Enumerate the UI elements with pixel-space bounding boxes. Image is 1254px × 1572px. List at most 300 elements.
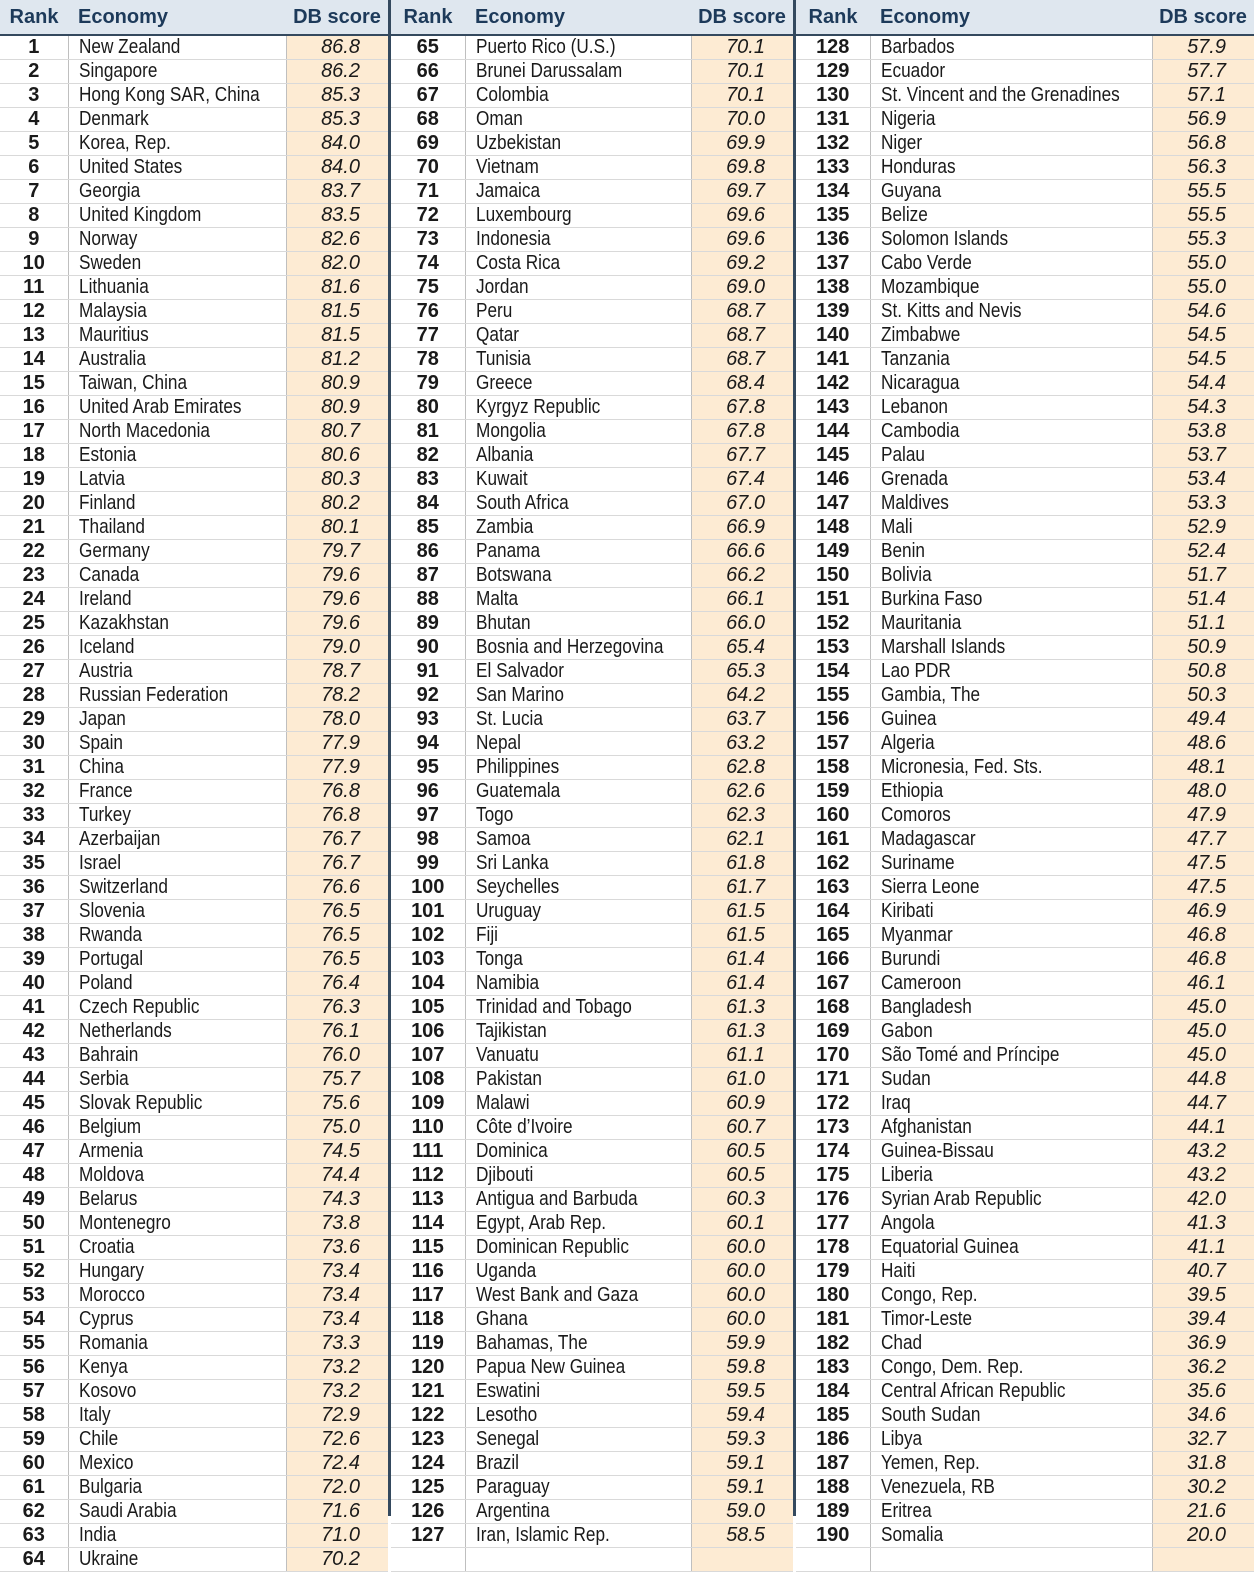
economy-name: Georgia <box>78 180 140 202</box>
economy-cell <box>870 516 1152 540</box>
score-cell: 73.2 <box>286 1380 388 1404</box>
economy-cell <box>465 996 691 1020</box>
rank-cell: 125 <box>391 1476 465 1500</box>
table-row <box>796 804 1254 828</box>
economy-cell <box>68 972 286 996</box>
score-cell: 20.0 <box>1152 1524 1254 1548</box>
economy-cell <box>68 180 286 204</box>
economy-cell <box>870 756 1152 780</box>
score-cell: 73.4 <box>286 1284 388 1308</box>
rank-cell: 43 <box>0 1044 68 1068</box>
table-row <box>796 1068 1254 1092</box>
economy-cell <box>465 828 691 852</box>
economy-cell <box>465 1332 691 1356</box>
economy-cell <box>68 492 286 516</box>
economy-cell <box>68 732 286 756</box>
table-row <box>391 276 793 300</box>
economy-cell <box>870 1188 1152 1212</box>
score-cell: 66.0 <box>691 612 793 636</box>
rank-cell: 6 <box>0 156 68 180</box>
table-row <box>391 348 793 372</box>
score-cell: 74.4 <box>286 1164 388 1188</box>
rank-cell: 68 <box>391 108 465 132</box>
table-row <box>796 540 1254 564</box>
economy-name: Comoros <box>880 804 951 826</box>
economy-name: United Arab Emirates <box>78 396 242 418</box>
table-row <box>391 756 793 780</box>
score-cell: 65.3 <box>691 660 793 684</box>
rank-cell: 178 <box>796 1236 870 1260</box>
economy-name: Tunisia <box>475 348 531 370</box>
score-cell: 57.7 <box>1152 60 1254 84</box>
table-row <box>796 708 1254 732</box>
table-row <box>391 60 793 84</box>
economy-name: Sierra Leone <box>880 876 979 898</box>
rank-cell: 109 <box>391 1092 465 1116</box>
table-row <box>391 372 793 396</box>
economy-cell <box>68 1188 286 1212</box>
score-cell: 21.6 <box>1152 1500 1254 1524</box>
economy-name: Qatar <box>475 324 519 346</box>
economy-name: Benin <box>880 540 925 562</box>
economy-cell <box>870 1404 1152 1428</box>
rank-cell: 25 <box>0 612 68 636</box>
score-cell: 51.7 <box>1152 564 1254 588</box>
table-row <box>0 684 388 708</box>
table-row <box>796 1380 1254 1404</box>
score-cell: 76.7 <box>286 852 388 876</box>
rank-cell: 81 <box>391 420 465 444</box>
table-row <box>391 1380 793 1404</box>
table-row <box>796 900 1254 924</box>
economy-name: Nigeria <box>880 108 935 130</box>
rank-cell: 92 <box>391 684 465 708</box>
rank-cell: 146 <box>796 468 870 492</box>
table-row <box>0 828 388 852</box>
table-row <box>796 996 1254 1020</box>
economy-name: United States <box>78 156 182 178</box>
rank-cell: 1 <box>0 35 68 60</box>
economy-cell <box>465 84 691 108</box>
economy-name: Bhutan <box>475 612 531 634</box>
score-cell: 80.6 <box>286 444 388 468</box>
score-cell: 61.5 <box>691 900 793 924</box>
rank-cell: 94 <box>391 732 465 756</box>
score-cell: 64.2 <box>691 684 793 708</box>
score-cell: 50.3 <box>1152 684 1254 708</box>
rank-cell: 77 <box>391 324 465 348</box>
score-cell: 70.1 <box>691 35 793 60</box>
score-cell: 60.0 <box>691 1284 793 1308</box>
economy-name: Niger <box>880 132 922 154</box>
table-row <box>0 1164 388 1188</box>
table-row <box>0 564 388 588</box>
score-cell: 61.8 <box>691 852 793 876</box>
rank-cell: 84 <box>391 492 465 516</box>
table-row <box>0 732 388 756</box>
rank-cell: 170 <box>796 1044 870 1068</box>
table-row <box>0 35 388 60</box>
economy-cell <box>465 1236 691 1260</box>
score-cell: 69.7 <box>691 180 793 204</box>
rank-cell: 89 <box>391 612 465 636</box>
rank-cell: 99 <box>391 852 465 876</box>
economy-name: St. Lucia <box>475 708 543 730</box>
score-cell: 55.5 <box>1152 204 1254 228</box>
score-cell: 54.3 <box>1152 396 1254 420</box>
score-cell: 62.3 <box>691 804 793 828</box>
economy-cell <box>68 588 286 612</box>
table-row <box>0 180 388 204</box>
score-cell: 60.5 <box>691 1164 793 1188</box>
economy-name: Burundi <box>880 948 940 970</box>
economy-cell <box>870 636 1152 660</box>
economy-cell <box>870 1164 1152 1188</box>
economy-cell <box>870 924 1152 948</box>
economy-cell <box>68 1500 286 1524</box>
rank-cell: 41 <box>0 996 68 1020</box>
table-row <box>391 1356 793 1380</box>
rank-cell: 103 <box>391 948 465 972</box>
economy-name: St. Kitts and Nevis <box>880 300 1022 322</box>
economy-name: Jordan <box>475 276 529 298</box>
rank-cell: 8 <box>0 204 68 228</box>
score-cell: 36.9 <box>1152 1332 1254 1356</box>
score-cell: 54.4 <box>1152 372 1254 396</box>
economy-cell <box>68 1524 286 1548</box>
score-cell: 76.4 <box>286 972 388 996</box>
economy-cell <box>870 60 1152 84</box>
score-cell: 60.7 <box>691 1116 793 1140</box>
economy-name: Somalia <box>880 1524 943 1546</box>
score-cell: 54.5 <box>1152 324 1254 348</box>
rank-cell: 165 <box>796 924 870 948</box>
economy-cell <box>68 660 286 684</box>
table-row <box>391 1068 793 1092</box>
score-cell: 76.3 <box>286 996 388 1020</box>
table-row <box>391 1404 793 1428</box>
rank-cell: 159 <box>796 780 870 804</box>
score-cell: 53.8 <box>1152 420 1254 444</box>
rank-cell: 38 <box>0 924 68 948</box>
rank-cell: 11 <box>0 276 68 300</box>
rank-cell: 150 <box>796 564 870 588</box>
score-cell: 60.3 <box>691 1188 793 1212</box>
rank-cell: 171 <box>796 1068 870 1092</box>
economy-cell <box>68 684 286 708</box>
score-cell: 62.1 <box>691 828 793 852</box>
economy-name: San Marino <box>475 684 564 706</box>
economy-name: Lithuania <box>78 276 149 298</box>
economy-name: South Africa <box>475 492 569 514</box>
table-row <box>0 1356 388 1380</box>
score-cell: 72.4 <box>286 1452 388 1476</box>
economy-name: Italy <box>78 1404 111 1426</box>
rank-cell: 52 <box>0 1260 68 1284</box>
economy-cell <box>68 252 286 276</box>
score-cell: 46.8 <box>1152 924 1254 948</box>
table-row <box>796 372 1254 396</box>
economy-name: Burkina Faso <box>880 588 982 610</box>
score-header: DB score <box>1152 0 1254 35</box>
table-row <box>391 228 793 252</box>
economy-cell <box>68 204 286 228</box>
table-row <box>391 1500 793 1524</box>
rank-cell: 95 <box>391 756 465 780</box>
rank-cell: 71 <box>391 180 465 204</box>
rank-cell: 93 <box>391 708 465 732</box>
economy-cell <box>465 252 691 276</box>
economy-name: Australia <box>78 348 146 370</box>
rank-cell: 175 <box>796 1164 870 1188</box>
rank-cell: 5 <box>0 132 68 156</box>
empty-row <box>796 1548 1254 1572</box>
score-cell: 48.0 <box>1152 780 1254 804</box>
economy-name: Belgium <box>78 1116 141 1138</box>
table-row <box>391 132 793 156</box>
economy-name: Barbados <box>880 36 955 58</box>
rank-cell: 185 <box>796 1404 870 1428</box>
score-cell: 70.1 <box>691 84 793 108</box>
economy-name: Ecuador <box>880 60 945 82</box>
economy-name: Israel <box>78 852 121 874</box>
economy-name: Mozambique <box>880 276 979 298</box>
score-cell: 45.0 <box>1152 1020 1254 1044</box>
economy-name: Haiti <box>880 1260 915 1282</box>
economy-cell <box>870 1020 1152 1044</box>
score-cell: 55.5 <box>1152 180 1254 204</box>
score-cell: 60.0 <box>691 1260 793 1284</box>
score-cell: 76.5 <box>286 924 388 948</box>
economy-name: Rwanda <box>78 924 142 946</box>
score-cell: 67.8 <box>691 420 793 444</box>
score-cell: 80.7 <box>286 420 388 444</box>
economy-cell <box>870 708 1152 732</box>
table-row <box>0 612 388 636</box>
table-row <box>391 396 793 420</box>
rank-cell: 160 <box>796 804 870 828</box>
economy-name: Jamaica <box>475 180 540 202</box>
economy-cell <box>68 35 286 60</box>
rank-cell: 53 <box>0 1284 68 1308</box>
score-cell: 54.5 <box>1152 348 1254 372</box>
table-row <box>0 1236 388 1260</box>
score-cell: 82.6 <box>286 228 388 252</box>
score-cell: 80.2 <box>286 492 388 516</box>
rank-cell: 23 <box>0 564 68 588</box>
economy-cell <box>465 612 691 636</box>
economy-name: Ireland <box>78 588 132 610</box>
economy-name: Sweden <box>78 252 141 274</box>
table-row <box>0 1308 388 1332</box>
empty-cell <box>391 1548 465 1572</box>
table-row <box>796 1116 1254 1140</box>
economy-cell <box>465 1164 691 1188</box>
table-row <box>391 35 793 60</box>
score-cell: 68.7 <box>691 324 793 348</box>
score-cell: 50.9 <box>1152 636 1254 660</box>
rank-cell: 86 <box>391 540 465 564</box>
economy-name: Cyprus <box>78 1308 133 1330</box>
score-cell: 46.9 <box>1152 900 1254 924</box>
economy-name: Malta <box>475 588 518 610</box>
economy-cell <box>68 156 286 180</box>
table-row <box>796 1236 1254 1260</box>
economy-name: Canada <box>78 564 139 586</box>
score-cell: 68.7 <box>691 348 793 372</box>
economy-name: Uzbekistan <box>475 132 561 154</box>
rank-cell: 137 <box>796 252 870 276</box>
economy-name: Hong Kong SAR, China <box>78 84 260 106</box>
economy-name: Solomon Islands <box>880 228 1008 250</box>
table-row <box>796 35 1254 60</box>
economy-cell <box>870 1116 1152 1140</box>
economy-cell <box>870 684 1152 708</box>
economy-name: Madagascar <box>880 828 976 850</box>
rank-cell: 35 <box>0 852 68 876</box>
economy-name: West Bank and Gaza <box>475 1284 638 1306</box>
score-cell: 56.3 <box>1152 156 1254 180</box>
rank-cell: 181 <box>796 1308 870 1332</box>
rank-cell: 102 <box>391 924 465 948</box>
economy-name: Iran, Islamic Rep. <box>475 1524 610 1546</box>
economy-cell <box>465 708 691 732</box>
rank-cell: 82 <box>391 444 465 468</box>
economy-name: Chad <box>880 1332 922 1354</box>
table-row <box>796 1092 1254 1116</box>
table-row <box>391 1428 793 1452</box>
table-row <box>796 660 1254 684</box>
rank-cell: 57 <box>0 1380 68 1404</box>
rank-cell: 80 <box>391 396 465 420</box>
economy-name: Kiribati <box>880 900 934 922</box>
economy-name: Bolivia <box>880 564 932 586</box>
score-cell: 34.6 <box>1152 1404 1254 1428</box>
rank-cell: 98 <box>391 828 465 852</box>
economy-name: Gambia, The <box>880 684 980 706</box>
table-row <box>0 1404 388 1428</box>
table-row <box>0 1428 388 1452</box>
economy-name: Liberia <box>880 1164 933 1186</box>
rank-cell: 51 <box>0 1236 68 1260</box>
rank-cell: 16 <box>0 396 68 420</box>
table-row <box>391 1212 793 1236</box>
economy-name: Costa Rica <box>475 252 560 274</box>
economy-name: Mauritania <box>880 612 961 634</box>
table-row <box>391 852 793 876</box>
score-cell: 69.8 <box>691 156 793 180</box>
table-row <box>391 84 793 108</box>
table-row <box>0 780 388 804</box>
score-cell: 73.4 <box>286 1260 388 1284</box>
score-cell: 86.8 <box>286 35 388 60</box>
score-cell: 80.1 <box>286 516 388 540</box>
rank-cell: 97 <box>391 804 465 828</box>
rank-cell: 45 <box>0 1092 68 1116</box>
score-cell: 53.4 <box>1152 468 1254 492</box>
rank-header: Rank <box>796 0 870 35</box>
header-row <box>391 0 793 35</box>
economy-name: Egypt, Arab Rep. <box>475 1212 606 1234</box>
economy-name: Togo <box>475 804 513 826</box>
score-cell: 66.9 <box>691 516 793 540</box>
table-row <box>796 1476 1254 1500</box>
economy-cell <box>465 636 691 660</box>
rank-cell: 136 <box>796 228 870 252</box>
rank-cell: 101 <box>391 900 465 924</box>
score-cell: 79.6 <box>286 564 388 588</box>
rank-cell: 168 <box>796 996 870 1020</box>
rank-cell: 148 <box>796 516 870 540</box>
economy-name: Guinea <box>880 708 936 730</box>
table-column-3 <box>796 0 1254 1546</box>
rank-cell: 27 <box>0 660 68 684</box>
rank-cell: 83 <box>391 468 465 492</box>
table-row <box>0 1068 388 1092</box>
score-cell: 56.8 <box>1152 132 1254 156</box>
economy-name: Equatorial Guinea <box>880 1236 1019 1258</box>
economy-cell <box>870 732 1152 756</box>
economy-cell <box>68 1548 286 1572</box>
rank-cell: 105 <box>391 996 465 1020</box>
economy-cell <box>870 996 1152 1020</box>
economy-cell <box>870 900 1152 924</box>
score-cell: 58.5 <box>691 1524 793 1548</box>
table-row <box>796 1020 1254 1044</box>
economy-header: Economy <box>68 0 286 35</box>
score-cell: 80.3 <box>286 468 388 492</box>
rank-cell: 62 <box>0 1500 68 1524</box>
economy-name: Guyana <box>880 180 941 202</box>
rank-cell: 164 <box>796 900 870 924</box>
economy-name: Maldives <box>880 492 949 514</box>
table-row <box>796 588 1254 612</box>
economy-cell <box>465 348 691 372</box>
rank-cell: 166 <box>796 948 870 972</box>
table-row <box>0 444 388 468</box>
score-cell: 80.9 <box>286 372 388 396</box>
score-cell: 79.6 <box>286 612 388 636</box>
economy-name: Croatia <box>78 1236 134 1258</box>
table-row <box>391 516 793 540</box>
rank-cell: 72 <box>391 204 465 228</box>
table-row <box>391 1140 793 1164</box>
score-cell: 68.7 <box>691 300 793 324</box>
score-cell: 47.5 <box>1152 876 1254 900</box>
economy-cell <box>870 1068 1152 1092</box>
table-row <box>796 1188 1254 1212</box>
economy-cell <box>68 804 286 828</box>
rank-cell: 138 <box>796 276 870 300</box>
economy-cell <box>465 732 691 756</box>
economy-cell <box>465 684 691 708</box>
table-row <box>796 420 1254 444</box>
rank-cell: 142 <box>796 372 870 396</box>
economy-cell <box>465 876 691 900</box>
table-row <box>796 252 1254 276</box>
score-header: DB score <box>691 0 793 35</box>
score-cell: 61.3 <box>691 996 793 1020</box>
economy-cell <box>870 804 1152 828</box>
rank-cell: 58 <box>0 1404 68 1428</box>
score-cell: 78.7 <box>286 660 388 684</box>
economy-cell <box>870 372 1152 396</box>
table-row <box>0 636 388 660</box>
score-cell: 69.6 <box>691 204 793 228</box>
rank-cell: 111 <box>391 1140 465 1164</box>
score-cell: 72.0 <box>286 1476 388 1500</box>
score-cell: 48.1 <box>1152 756 1254 780</box>
